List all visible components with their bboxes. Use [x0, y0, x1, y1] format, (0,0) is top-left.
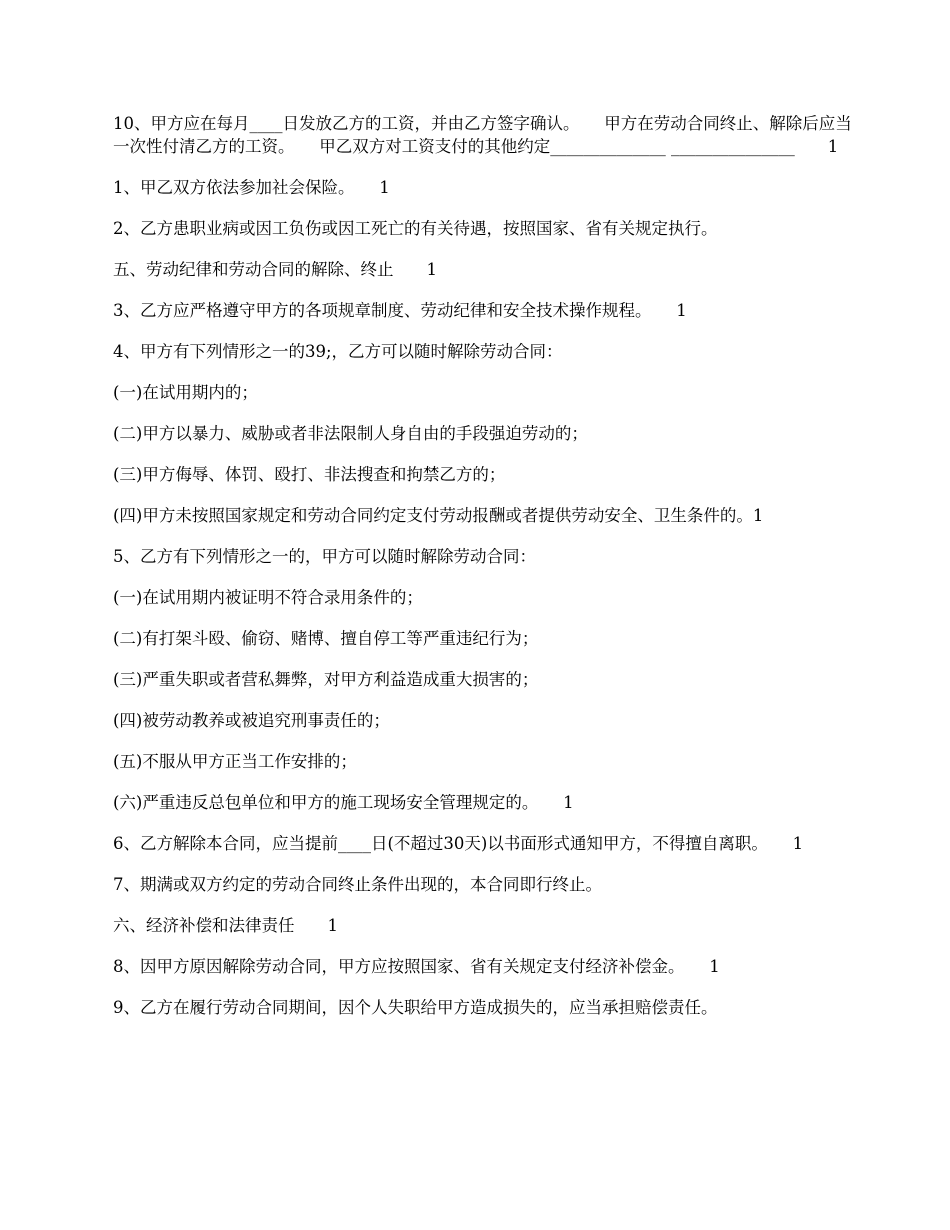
list-item: (四)被劳动教养或被追究刑事责任的； — [113, 711, 390, 730]
list-item: (一)在试用期内的； — [113, 383, 258, 402]
section-heading-compensation-liability: 六、经济补偿和法律责任 1 — [113, 916, 338, 935]
list-item: (二)有打架斗殴、偷窃、赌博、擅自停工等严重违纪行为； — [113, 629, 539, 648]
list-item: (三)严重失职或者营私舞弊，对甲方利益造成重大损害的； — [113, 670, 539, 689]
paragraph-employee-termination-conditions: 4、甲方有下列情形之一的39;，乙方可以随时解除劳动合同： — [113, 342, 563, 361]
paragraph-occupational-injury: 2、乙方患职业病或因工负伤或因工死亡的有关待遇，按照国家、省有关规定执行。 — [113, 219, 718, 238]
list-item: (四)甲方未按照国家规定和劳动合同约定支付劳动报酬或者提供劳动安全、卫生条件的。1 — [113, 506, 764, 525]
list-item: (三)甲方侮辱、体罚、殴打、非法搜查和拘禁乙方的； — [113, 465, 506, 484]
list-item: (一)在试用期内被证明不符合录用条件的； — [113, 588, 423, 607]
paragraph-damage-liability: 9、乙方在履行劳动合同期间，因个人失职给甲方造成损失的，应当承担赔偿责任。 — [113, 998, 718, 1017]
paragraph-economic-compensation: 8、因甲方原因解除劳动合同，甲方应按照国家、省有关规定支付经济补偿金。 1 — [113, 957, 720, 976]
paragraph-social-insurance: 1、甲乙双方依法参加社会保险。 1 — [113, 178, 390, 197]
paragraph-employer-termination-conditions: 5、乙方有下列情形之一的，甲方可以随时解除劳动合同： — [113, 547, 536, 566]
paragraph-wage-payment: 10、甲方应在每月____日发放乙方的工资，并由乙方签字确认。 甲方在劳动合同终止、解除后应当一次性付清乙方的工资。 甲乙双方对工资支付的其他约定______________ _______________ 1 — [113, 114, 852, 156]
document-body — [113, 112, 858, 1037]
section-heading-discipline-termination: 五、劳动纪律和劳动合同的解除、终止 1 — [113, 260, 437, 279]
paragraph-contract-expiry: 7、期满或双方约定的劳动合同终止条件出现的，本合同即行终止。 — [113, 875, 602, 894]
paragraph-rules-compliance: 3、乙方应严格遵守甲方的各项规章制度、劳动纪律和安全技术操作规程。 1 — [113, 301, 687, 320]
list-item: (五)不服从甲方正当工作安排的； — [113, 752, 357, 771]
list-item: (六)严重违反总包单位和甲方的施工现场安全管理规定的。 1 — [113, 793, 574, 812]
list-item: (二)甲方以暴力、威胁或者非法限制人身自由的手段强迫劳动的； — [113, 424, 588, 443]
paragraph-resignation-notice: 6、乙方解除本合同，应当提前____日(不超过30天)以书面形式通知甲方，不得擅自离职。 1 — [113, 834, 804, 853]
